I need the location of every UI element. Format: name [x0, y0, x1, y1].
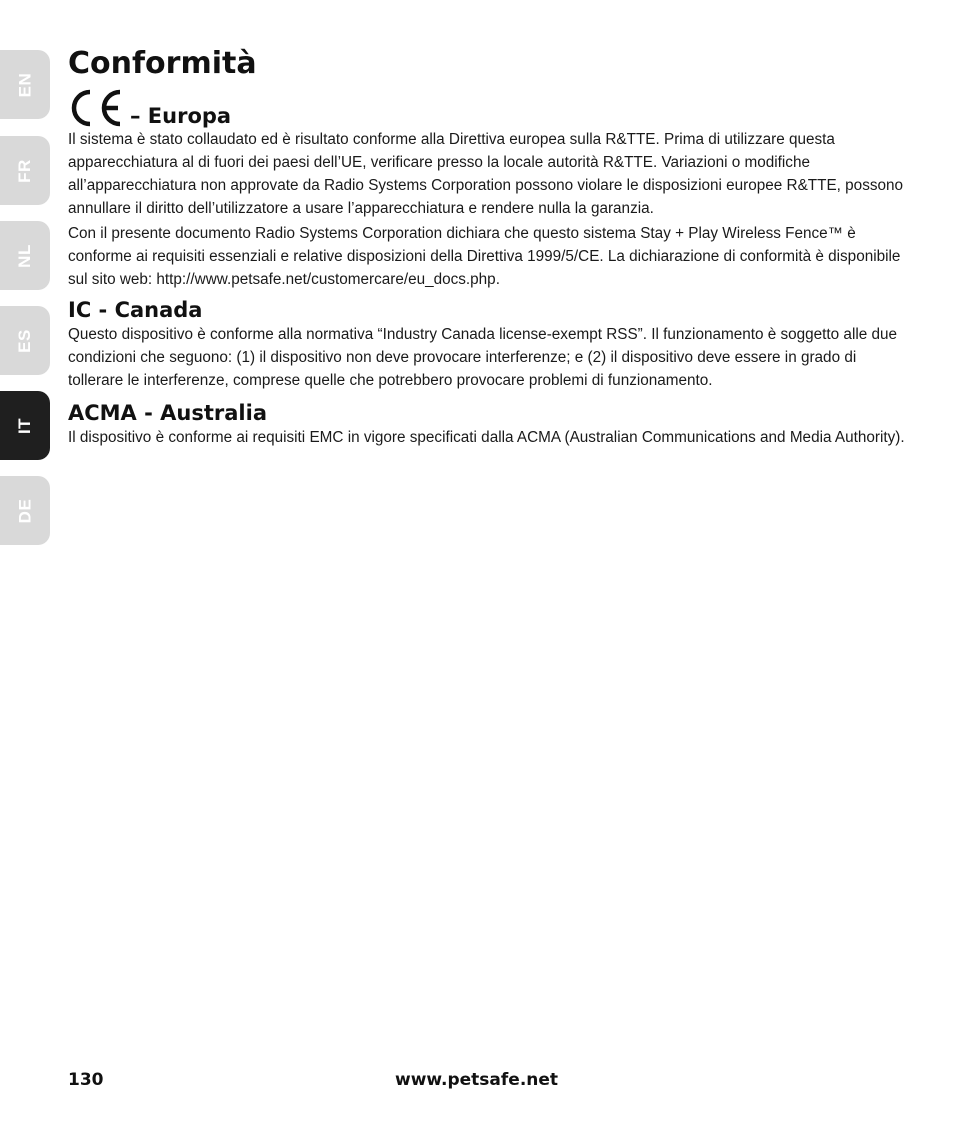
section-europe-heading: [68, 88, 908, 128]
europe-paragraph-1: Il sistema è stato collaudato ed è risultato conforme alla Direttiva europea sulla R&TTE. Prima di utilizzare questa apparecchiatura al di fuori dei paesi dell’UE, verificare presso la locale autorità R&TTE. Variazioni o modifiche all’apparecchiatura non approvate da Radio Systems Corporation possono violare le disposizioni europee R&TTE, possono annullare il diritto dell’utilizzatore a usare l’apparecchiatura e rendere nulla la garanzia.: [68, 131, 904, 217]
lang-tab-label: FR: [14, 158, 34, 183]
section-australia-heading: ACMA - Australia: [68, 401, 267, 425]
main-content: [68, 44, 908, 449]
footer-url[interactable]: www.petsafe.net: [395, 1070, 559, 1090]
lang-tab-nl[interactable]: [0, 221, 50, 290]
page-title: Conformità: [68, 46, 257, 81]
lang-tab-en[interactable]: [0, 50, 50, 119]
europe-paragraph-2: Con il presente documento Radio Systems Corporation dichiara che questo sistema Stay + Play Wireless Fence™ è conforme ai requisiti essenziali e relative disposizioni della Direttiva 1999/5/CE. La dichiarazione di conformità è disponibile sul sito web: http://www.petsafe.net/customercare/eu_docs.php.: [68, 225, 901, 288]
lang-tab-de[interactable]: [0, 476, 50, 545]
lang-tab-label: ES: [15, 328, 34, 353]
australia-paragraph: Il dispositivo è conforme ai requisiti EMC in vigore specificati dalla ACMA (Australian Communications and Media Authority).: [68, 429, 905, 446]
section-canada-heading: IC - Canada: [68, 298, 203, 322]
section-heading: – Europa: [130, 104, 232, 128]
lang-tab-label: IT: [14, 417, 34, 434]
ce-mark-icon: [68, 88, 126, 128]
canada-paragraph: Questo dispositivo è conforme alla normativa “Industry Canada license-exempt RSS”. Il funzionamento è soggetto alle due condizioni che seguono: (1) il dispositivo non deve provocare interferenze; e (2) il dispositivo deve essere in grado di tollerare le interferenze, comprese quelle che potrebbero provocare problemi di funzionamento.: [68, 326, 898, 389]
lang-tab-es[interactable]: [0, 306, 50, 375]
lang-tab-fr[interactable]: [0, 136, 50, 205]
lang-tab-it[interactable]: [0, 391, 50, 460]
lang-tab-label: NL: [14, 243, 34, 268]
page-number: 130: [68, 1070, 104, 1090]
lang-tab-label: EN: [15, 72, 34, 97]
lang-tab-label: DE: [15, 498, 34, 523]
